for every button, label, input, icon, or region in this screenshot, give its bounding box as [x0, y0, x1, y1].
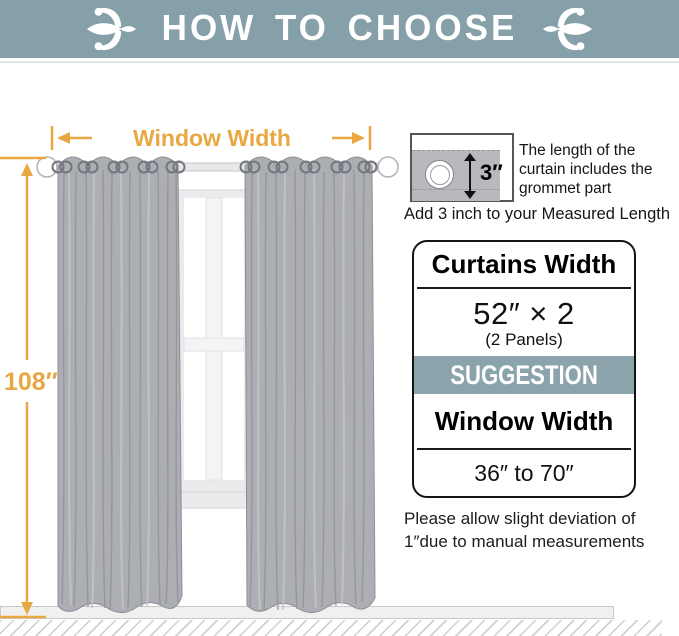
- page-title: HOW TO CHOOSE: [161, 8, 518, 49]
- curtain-measurement-diagram: [0, 110, 405, 636]
- curtain-panel-right: [245, 157, 375, 613]
- window-width-header: Window Width: [434, 405, 614, 436]
- deviation-note-line2: 1″due to manual measurements: [404, 531, 645, 551]
- grommet-depth-label: 3″: [480, 160, 503, 185]
- header-banner: [0, 0, 679, 58]
- add-length-note: Add 3 inch to your Measured Length: [404, 205, 671, 223]
- window-width-range: 36″ to 70″: [474, 459, 574, 486]
- fleur-de-lis-icon: [543, 4, 593, 54]
- fleur-de-lis-icon: [86, 4, 136, 54]
- grommet-hole-inner: [430, 165, 450, 185]
- window-width-label: Window Width: [133, 125, 291, 151]
- curtains-width-value: 52″ × 2: [473, 295, 575, 331]
- grommet-hole-icon: [425, 160, 454, 189]
- grommet-depth-arrow: [464, 154, 476, 198]
- grommet-detail-figure: [410, 133, 514, 202]
- window: [176, 190, 252, 508]
- curtain-fabric-swatch: [412, 150, 503, 201]
- suggestion-label: SUGGESTION: [450, 359, 598, 390]
- curtains-width-cell: [414, 289, 634, 356]
- curtain-panel-left: [58, 157, 182, 613]
- curtains-width-header: Curtains Width: [431, 249, 617, 279]
- grommet-description: The length of the curtain includes the grommet part: [519, 142, 653, 198]
- width-arrow-right: [332, 126, 370, 150]
- height-label: 108″: [4, 368, 58, 396]
- window-width-measure: [52, 125, 370, 151]
- panels-count: (2 Panels): [485, 329, 563, 349]
- stitch-dotted-line: [412, 189, 500, 190]
- suggestion-band: [414, 356, 634, 394]
- height-measure: [0, 158, 58, 617]
- deviation-note: [404, 508, 674, 553]
- width-arrow-left: [52, 126, 92, 150]
- deviation-note-line1: Please allow slight deviation of: [404, 509, 636, 528]
- header-divider: [0, 61, 679, 63]
- size-table: [412, 240, 636, 498]
